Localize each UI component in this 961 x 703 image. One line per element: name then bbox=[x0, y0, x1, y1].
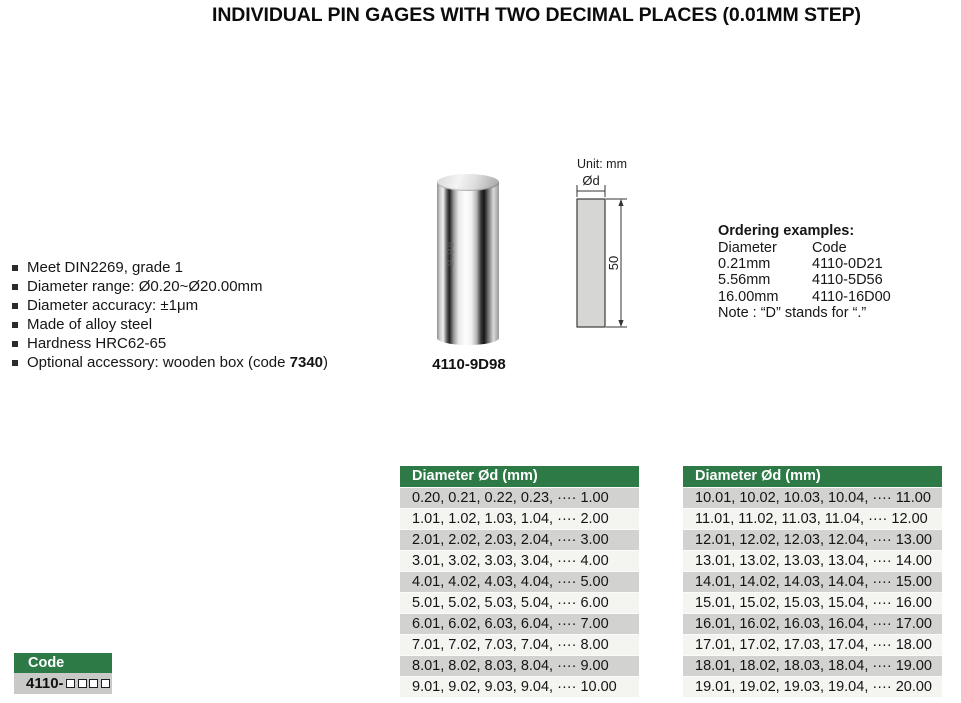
table-row: 10.01, 10.02, 10.03, 10.04, ···· 11.00 bbox=[683, 487, 942, 508]
feature-item bbox=[12, 353, 328, 372]
code-placeholder-box-icon bbox=[101, 679, 110, 688]
feature-text: Meet DIN2269, grade 1 bbox=[27, 259, 183, 276]
code-box bbox=[14, 653, 112, 694]
table-row: 4.01, 4.02, 4.03, 4.04, ···· 5.00 bbox=[400, 571, 639, 592]
diameter-table-right bbox=[683, 466, 942, 697]
ordering-heading: Ordering examples: bbox=[718, 223, 855, 239]
table-row: 12.01, 12.02, 12.03, 12.04, ···· 13.00 bbox=[683, 529, 942, 550]
ordering-rows bbox=[718, 240, 891, 305]
table-row: 6.01, 6.02, 6.03, 6.04, ···· 7.00 bbox=[400, 613, 639, 634]
table-body bbox=[400, 487, 639, 697]
table-row: 2.01, 2.02, 2.03, 2.04, ···· 3.00 bbox=[400, 529, 639, 550]
feature-item bbox=[12, 315, 328, 334]
pin-gage-photo bbox=[437, 174, 499, 345]
feature-item bbox=[12, 296, 328, 315]
ordering-examples bbox=[718, 223, 891, 322]
dimension-drawing bbox=[570, 172, 632, 340]
height-dimension-label: 50 bbox=[606, 255, 621, 271]
pin-model-label: 4110-9D98 bbox=[432, 356, 506, 373]
table-row: 11.01, 11.02, 11.03, 11.04, ···· 12.00 bbox=[683, 508, 942, 529]
pin-top-face bbox=[437, 174, 499, 191]
feature-text: Optional accessory: wooden box (code 7340) bbox=[27, 354, 329, 371]
bullet-square-icon bbox=[12, 360, 18, 366]
page-title: INDIVIDUAL PIN GAGES WITH TWO DECIMAL PLACES (0.01MM STEP) bbox=[212, 4, 861, 26]
ordering-cell: 4110-0D21 bbox=[812, 256, 883, 273]
bullet-square-icon bbox=[12, 322, 18, 328]
table-row: 14.01, 14.02, 14.03, 14.04, ···· 15.00 bbox=[683, 571, 942, 592]
code-box-value: 4110- bbox=[14, 673, 112, 694]
table-row: 0.20, 0.21, 0.22, 0.23, ···· 1.00 bbox=[400, 487, 639, 508]
table-row: 1.01, 1.02, 1.03, 1.04, ···· 2.00 bbox=[400, 508, 639, 529]
bullet-square-icon bbox=[12, 303, 18, 309]
table-row: 16.01, 16.02, 16.03, 16.04, ···· 17.00 bbox=[683, 613, 942, 634]
bullet-square-icon bbox=[12, 284, 18, 290]
feature-item bbox=[12, 258, 328, 277]
table-row: 15.01, 15.02, 15.03, 15.04, ···· 16.00 bbox=[683, 592, 942, 613]
feature-item bbox=[12, 277, 328, 296]
table-row: 18.01, 18.02, 18.03, 18.04, ···· 19.00 bbox=[683, 655, 942, 676]
pin-engraving: 9.98 bbox=[445, 240, 457, 266]
code-placeholder-box-icon bbox=[66, 679, 75, 688]
ordering-cell: Code bbox=[812, 240, 847, 256]
feature-text: Hardness HRC62-65 bbox=[27, 335, 167, 352]
bullet-square-icon bbox=[12, 341, 18, 347]
width-dimension-label: Ød bbox=[582, 173, 600, 188]
bullet-square-icon bbox=[12, 265, 18, 271]
table-row: 8.01, 8.02, 8.03, 8.04, ···· 9.00 bbox=[400, 655, 639, 676]
feature-item bbox=[12, 334, 328, 353]
table-header: Diameter Ød (mm) bbox=[683, 466, 942, 487]
unit-label: Unit: mm bbox=[577, 157, 627, 171]
code-placeholder-box-icon bbox=[89, 679, 98, 688]
table-row: 5.01, 5.02, 5.03, 5.04, ···· 6.00 bbox=[400, 592, 639, 613]
table-header: Diameter Ød (mm) bbox=[400, 466, 639, 487]
feature-text: Diameter range: Ø0.20~Ø20.00mm bbox=[27, 278, 263, 295]
pin-outline-rect bbox=[577, 199, 605, 327]
ordering-cell: 0.21mm bbox=[718, 256, 771, 273]
feature-text: Made of alloy steel bbox=[27, 316, 153, 333]
table-row: 7.01, 7.02, 7.03, 7.04, ···· 8.00 bbox=[400, 634, 639, 655]
ordering-cell: 5.56mm bbox=[718, 272, 771, 289]
diameter-table-left bbox=[400, 466, 639, 697]
ordering-cell: Diameter bbox=[718, 240, 777, 256]
code-box-header: Code bbox=[14, 653, 112, 673]
table-row: 13.01, 13.02, 13.03, 13.04, ···· 14.00 bbox=[683, 550, 942, 571]
table-row: 19.01, 19.02, 19.03, 19.04, ···· 20.00 bbox=[683, 676, 942, 697]
table-body bbox=[683, 487, 942, 697]
table-row: 17.01, 17.02, 17.03, 17.04, ···· 18.00 bbox=[683, 634, 942, 655]
ordering-cell: 4110-16D00 bbox=[812, 288, 891, 305]
table-row: 9.01, 9.02, 9.03, 9.04, ···· 10.00 bbox=[400, 676, 639, 697]
features-list bbox=[12, 258, 328, 372]
table-row: 3.01, 3.02, 3.03, 3.04, ···· 4.00 bbox=[400, 550, 639, 571]
ordering-cell: 16.00mm bbox=[718, 288, 779, 305]
ordering-note: Note : “D” stands for “.” bbox=[718, 304, 867, 321]
ordering-cell: 4110-5D56 bbox=[812, 272, 883, 289]
feature-text: Diameter accuracy: ±1μm bbox=[27, 297, 199, 314]
code-placeholder-box-icon bbox=[78, 679, 87, 688]
